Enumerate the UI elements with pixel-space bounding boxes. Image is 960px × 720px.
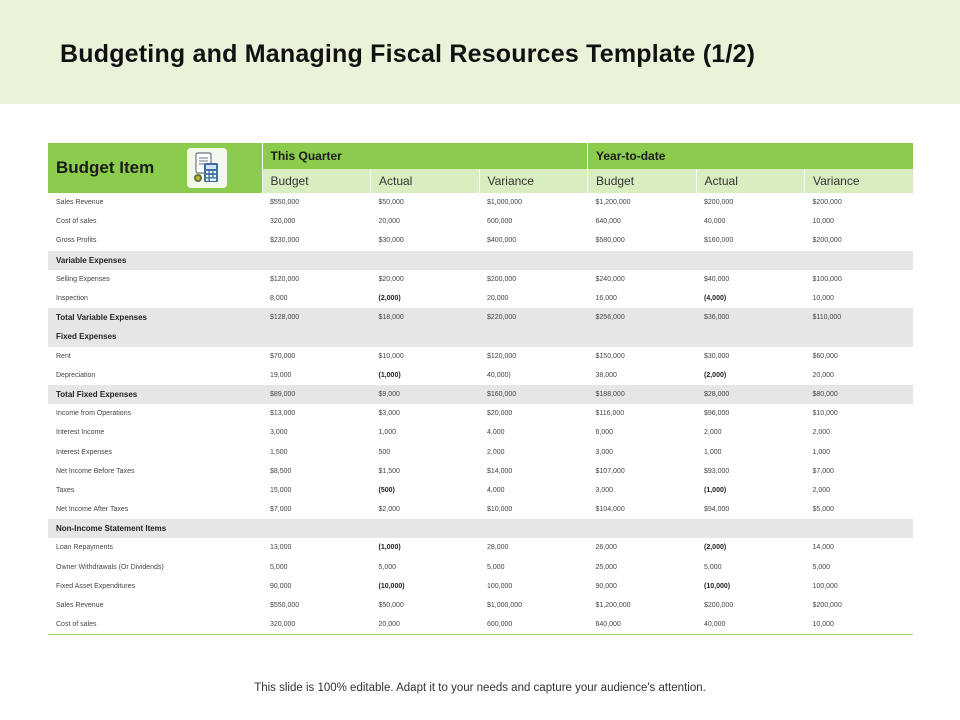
table-cell: $10,000 [487, 506, 513, 514]
table-cell: 1,500 [270, 448, 288, 456]
table-cell: (4,000) [704, 295, 727, 303]
table-cell: $93,000 [704, 467, 730, 475]
table-cell: (10,000) [704, 582, 731, 590]
col-variance-ytd: Variance [805, 169, 914, 193]
table-cell: $200,000 [812, 237, 842, 245]
table-cell: 500 [378, 448, 391, 456]
table-row [48, 289, 913, 308]
table-cell: 26,000 [595, 544, 617, 552]
table-cell: 640,000 [595, 218, 621, 226]
table-cell: $40,000 [704, 275, 730, 283]
table-cell: 20,000 [812, 371, 834, 379]
page-title: Budgeting and Managing Fiscal Resources Template (1/2) [60, 40, 756, 68]
table-cell: $220,000 [479, 308, 588, 327]
table-cell: 3,000 [270, 429, 288, 437]
row-label: Gross Profits [56, 237, 97, 245]
table-cell: (10,000) [378, 582, 405, 590]
table-cell: 20,000 [487, 295, 509, 303]
table-cell: 4,000 [487, 486, 505, 494]
footer-note: This slide is 100% editable. Adapt it to your needs and capture your audience's attention. [254, 682, 706, 694]
table-cell: (500) [378, 486, 395, 494]
table-row [48, 615, 913, 634]
row-label: Fixed Expenses [48, 327, 913, 346]
table-cell: $20,000 [487, 410, 513, 418]
row-label: Depreciation [56, 371, 96, 379]
table-row [48, 347, 913, 366]
table-cell: 1,000 [378, 429, 397, 437]
table-cell: 320,000 [270, 621, 296, 629]
table-cell: 14,000 [812, 544, 834, 552]
table-cell: $13,000 [270, 410, 296, 418]
table-cell: (1,000) [704, 486, 727, 494]
table-cell: 320,000 [270, 218, 296, 226]
row-label: Total Fixed Expenses [48, 385, 262, 404]
table-cell: (1,000) [378, 544, 401, 552]
table-cell: 8,000 [270, 295, 288, 303]
row-label: Taxes [56, 486, 75, 494]
row-label: Rent [56, 352, 71, 360]
table-cell: $70,000 [270, 352, 296, 360]
table-cell: $96,000 [704, 410, 730, 418]
table-cell: 16,000 [595, 295, 617, 303]
table-cell: $150,000 [595, 352, 625, 360]
table-row [48, 442, 913, 461]
table-body [48, 193, 913, 634]
table-row [48, 500, 913, 519]
section-row [48, 519, 913, 538]
table-cell: $128,000 [262, 308, 371, 327]
row-label: Total Variable Expenses [48, 308, 262, 327]
row-label: Interest Expenses [56, 448, 113, 456]
row-label: Net Income After Taxes [56, 506, 129, 514]
table-cell: 15,000 [270, 486, 292, 494]
table-cell: $7,000 [270, 506, 292, 514]
table-cell: (2,000) [378, 295, 401, 303]
table-cell: $550,000 [270, 199, 300, 207]
section-row [48, 327, 913, 346]
table-cell: 10,000 [812, 295, 834, 303]
table-cell: (2,000) [704, 544, 727, 552]
table-cell: $8,500 [270, 467, 292, 475]
table-cell: $160,000 [479, 385, 588, 404]
table-cell: $1,500 [378, 467, 400, 475]
row-label: Variable Expenses [48, 251, 913, 270]
table-row [48, 193, 913, 212]
row-label: Inspection [56, 295, 88, 303]
table-cell: 5,000 [487, 563, 505, 571]
table-cell: $188,000 [588, 385, 697, 404]
table-cell: $1,200,000 [595, 199, 631, 207]
table-cell: 10,000 [812, 218, 834, 226]
table-cell: $2,000 [378, 506, 400, 514]
table-cell: 20,000 [378, 218, 400, 226]
table-cell: 640,000 [595, 621, 621, 629]
table-row [48, 366, 913, 385]
table-cell: $94,000 [704, 506, 730, 514]
table-cell: $100,000 [812, 275, 842, 283]
table-row [48, 462, 913, 481]
budget-table-container [48, 143, 913, 635]
table-cell: 2,000 [704, 429, 722, 437]
table-cell: (1,000) [378, 371, 401, 379]
table-cell: 5,000 [812, 563, 831, 571]
table-cell: $104,000 [595, 506, 625, 514]
row-label: Income from Operations [56, 410, 132, 418]
row-label: Selling Expenses [56, 275, 110, 283]
table-cell: $1,200,000 [595, 602, 631, 610]
row-label: Cost of sales [56, 218, 97, 226]
table-cell: 3,000 [595, 486, 614, 494]
row-label: Owner Withdrawals (Or Dividends) [56, 563, 164, 571]
table-cell: $116,000 [595, 410, 625, 418]
table-cell: $1,000,000 [487, 199, 523, 207]
table-cell: 25,000 [595, 563, 617, 571]
table-cell: $1,000,000 [487, 602, 523, 610]
table-cell: 5,000 [378, 563, 397, 571]
table-cell: $30,000 [378, 237, 404, 245]
table-cell: 38,000 [595, 371, 617, 379]
table-cell: $256,000 [588, 308, 697, 327]
table-cell: $230,000 [270, 237, 300, 245]
row-label: Sales Revenue [56, 199, 104, 207]
table-cell: $89,000 [262, 385, 371, 404]
table-cell: 13,000 [270, 544, 292, 552]
table-cell: $50,000 [378, 199, 404, 207]
table-cell: $10,000 [378, 352, 404, 360]
col-actual-quarter: Actual [371, 169, 480, 193]
table-cell: 90,000 [595, 582, 617, 590]
row-label: Non-Income Statement Items [48, 519, 913, 538]
table-cell: $9,000 [371, 385, 480, 404]
table-cell: $7,000 [812, 467, 834, 475]
table-cell: 20,000 [378, 621, 400, 629]
table-cell: 100,000 [487, 582, 513, 590]
table-cell: 2,000 [812, 486, 831, 494]
budget-table [48, 143, 914, 634]
group-this-quarter: This Quarter [262, 143, 588, 169]
table-cell: (2,000) [704, 371, 727, 379]
table-row [48, 423, 913, 442]
table-row [48, 577, 913, 596]
table-cell: 40,000) [487, 371, 511, 379]
group-year-to-date: Year-to-date [588, 143, 914, 169]
table-cell: $240,000 [595, 275, 625, 283]
section-row [48, 251, 913, 270]
table-cell: $200,000 [704, 199, 734, 207]
table-cell: 5,000 [270, 563, 288, 571]
table-cell: $200,000 [812, 602, 842, 610]
table-cell: $36,000 [696, 308, 805, 327]
table-cell: $580,000 [595, 237, 625, 245]
total-row [48, 308, 913, 327]
row-label: Interest Income [56, 429, 105, 437]
table-cell: $14,000 [487, 467, 513, 475]
table-cell: $550,000 [270, 602, 300, 610]
table-cell: 600,000 [487, 218, 513, 226]
col-actual-ytd: Actual [696, 169, 805, 193]
table-cell: 600,000 [487, 621, 513, 629]
table-row [48, 596, 913, 615]
table-cell: $50,000 [378, 602, 404, 610]
table-cell: 40,000 [704, 218, 726, 226]
table-cell: $28,000 [696, 385, 805, 404]
table-cell: $30,000 [704, 352, 730, 360]
table-cell: 19,000 [270, 371, 292, 379]
table-cell: 5,000 [704, 563, 722, 571]
table-cell: $110,000 [805, 308, 914, 327]
table-cell: 2,000 [812, 429, 831, 437]
row-label: Sales Revenue [56, 602, 104, 610]
table-cell: 4,000 [487, 429, 505, 437]
budget-item-label: Budget Item [56, 158, 155, 177]
table-cell: 90,000 [270, 582, 292, 590]
table-cell: 40,000 [704, 621, 726, 629]
table-cell: 3,000 [595, 448, 614, 456]
table-row [48, 212, 913, 231]
table-cell: $20,000 [378, 275, 404, 283]
table-cell: $200,000 [812, 199, 842, 207]
table-cell: 28,000 [487, 544, 509, 552]
table-row [48, 270, 913, 289]
table-cell: $5,000 [812, 506, 834, 514]
table-cell: 100,000 [812, 582, 838, 590]
table-cell: $120,000 [270, 275, 300, 283]
row-label: Fixed Asset Expenditures [56, 582, 135, 590]
table-bottom-rule [48, 634, 913, 635]
row-label: Net Income Before Taxes [56, 467, 135, 475]
table-row [48, 538, 913, 557]
table-cell: $18,000 [371, 308, 480, 327]
table-cell: $120,000 [487, 352, 517, 360]
col-budget-ytd: Budget [588, 169, 697, 193]
row-label: Loan Repayments [56, 544, 113, 552]
table-cell: $10,000 [812, 410, 838, 418]
budget-item-header [48, 143, 262, 193]
col-variance-quarter: Variance [479, 169, 588, 193]
table-cell: 10,000 [812, 621, 834, 629]
table-cell: $3,000 [378, 410, 400, 418]
table-cell: 2,000 [487, 448, 505, 456]
table-cell: $60,000 [812, 352, 838, 360]
table-cell: $80,000 [805, 385, 914, 404]
table-row [48, 404, 913, 423]
total-row [48, 385, 913, 404]
table-row [48, 481, 913, 500]
col-budget-quarter: Budget [262, 169, 371, 193]
table-cell: $200,000 [704, 602, 734, 610]
table-cell: $107,000 [595, 467, 625, 475]
table-cell: 1,000 [704, 448, 722, 456]
calculator-document-icon [187, 148, 227, 188]
table-row [48, 231, 913, 250]
table-row [48, 558, 913, 577]
table-cell: $160,000 [704, 237, 734, 245]
table-cell: $400,000 [487, 237, 517, 245]
row-label: Cost of sales [56, 621, 97, 629]
table-cell: $200,000 [487, 275, 517, 283]
table-cell: 1,000 [812, 448, 831, 456]
table-cell: 6,000 [595, 429, 614, 437]
